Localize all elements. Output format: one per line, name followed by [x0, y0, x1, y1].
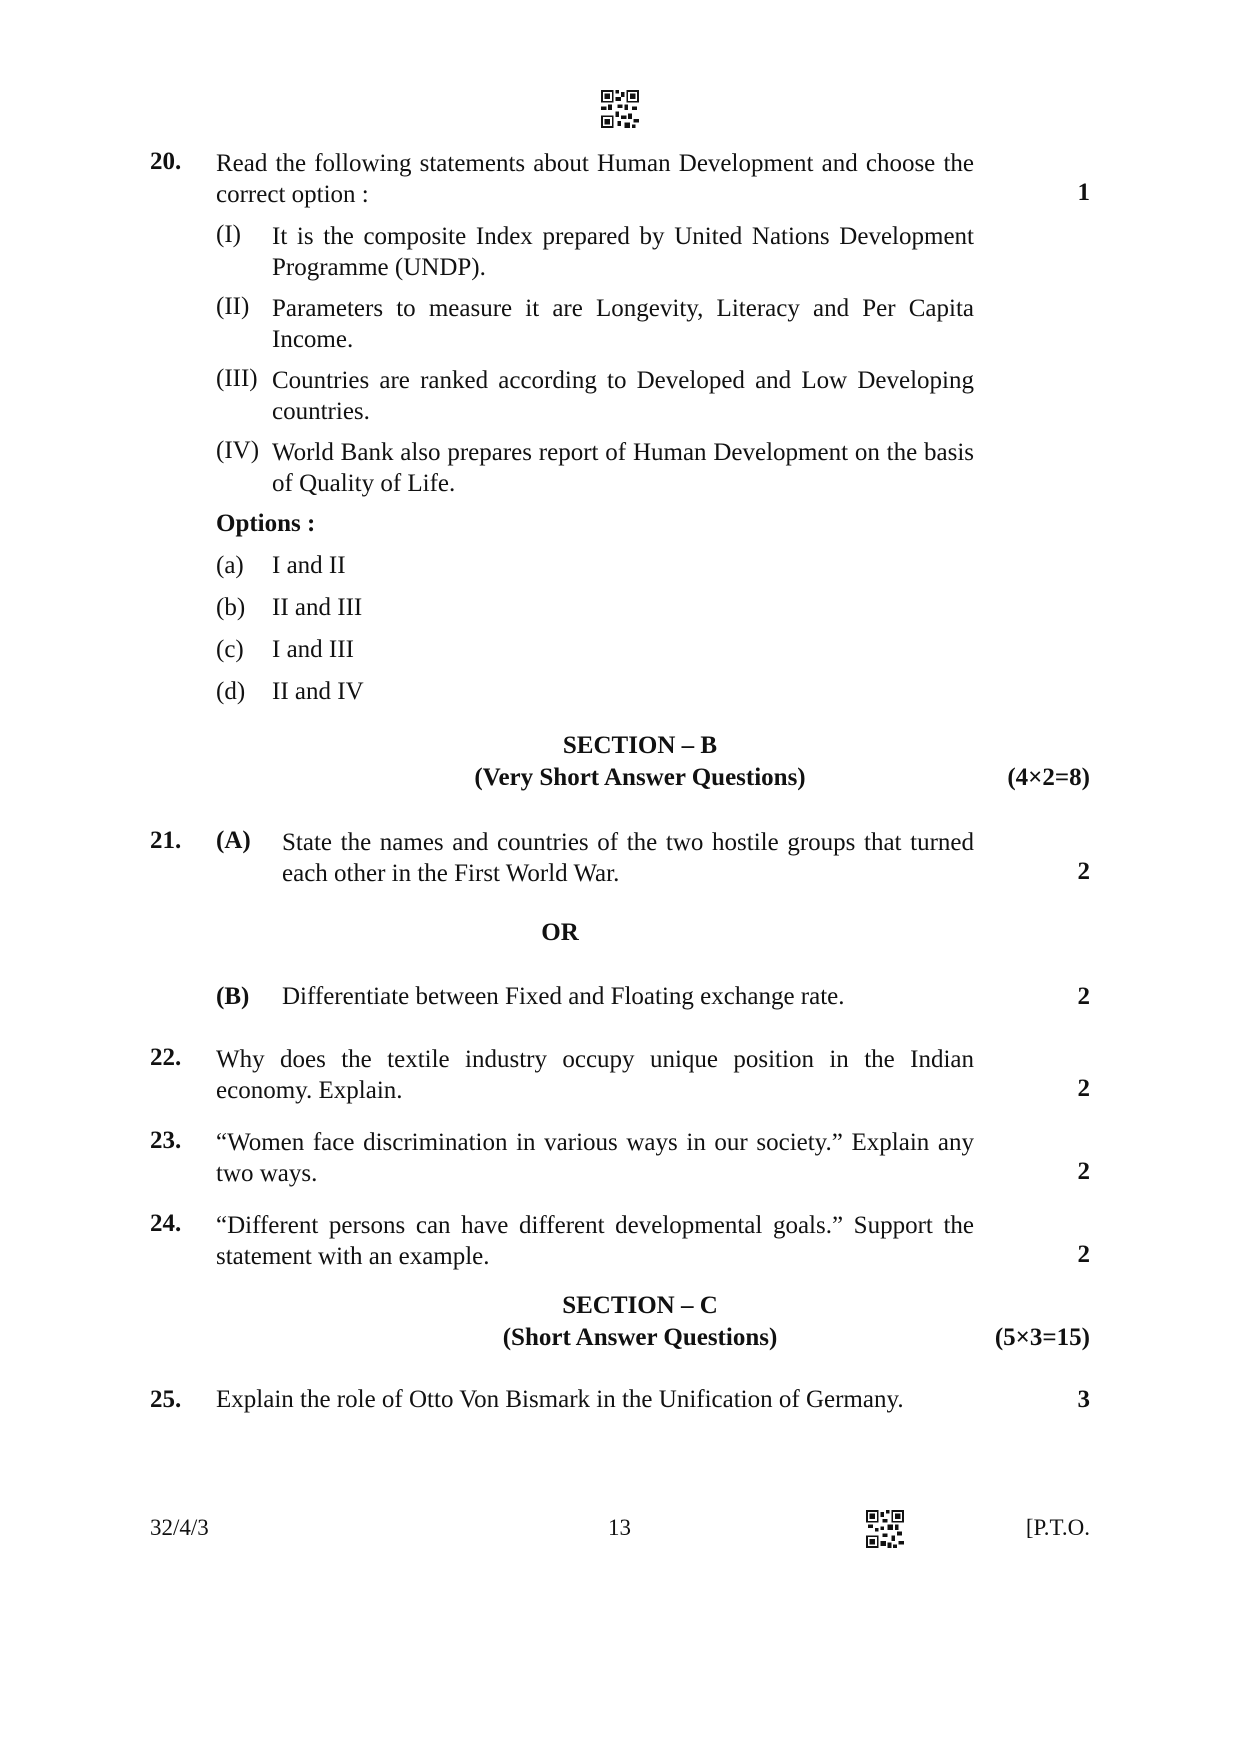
statement-text: Countries are ranked according to Developed and Low Developing countries.: [272, 367, 974, 425]
pto-label: [P.T.O.: [1025, 1515, 1090, 1540]
question-marks: 2: [1077, 858, 1090, 885]
page-number: 13: [608, 1515, 631, 1540]
question-marks: 1: [1077, 179, 1090, 206]
section-title: SECTION – C: [562, 1292, 718, 1319]
option-text: I and III: [272, 636, 354, 663]
statement-label: (II): [216, 293, 250, 320]
options-heading: Options :: [216, 510, 316, 537]
question-marks: 2: [1077, 1241, 1090, 1268]
qr-code-icon: [601, 90, 639, 128]
section-marks: (4×2=8): [1007, 764, 1090, 791]
statement-label: (IV): [216, 437, 260, 464]
question-text: “Women face discrimination in various ways in our society.” Explain any two ways.: [216, 1129, 974, 1187]
question-number: 20.: [150, 148, 182, 175]
option-label: (d): [216, 678, 246, 705]
question-number: 23.: [150, 1127, 182, 1154]
question-marks: 2: [1077, 1075, 1090, 1102]
question-text: Explain the role of Otto Von Bismark in the Unification of Germany.: [216, 1386, 904, 1413]
question-number: 21.: [150, 827, 182, 854]
statement-text: It is the composite Index prepared by United Nations Development Programme (UNDP).: [272, 223, 974, 281]
option-text: I and II: [272, 552, 346, 579]
option-label: (c): [216, 636, 244, 663]
statement-label: (I): [216, 221, 241, 248]
option-label: (a): [216, 552, 244, 579]
or-divider: OR: [541, 919, 579, 946]
question-number: 24.: [150, 1210, 182, 1237]
question-text: Differentiate between Fixed and Floating exchange rate.: [282, 983, 845, 1010]
option-text: II and IV: [272, 678, 364, 705]
question-text: Read the following statements about Human Development and choose the correct option :: [216, 150, 974, 208]
choice-label: (B): [216, 983, 250, 1010]
question-text: State the names and countries of the two hostile groups that turned each other in the First World War.: [282, 829, 974, 887]
option-text: II and III: [272, 594, 363, 621]
section-marks: (5×3=15): [994, 1324, 1090, 1351]
choice-label: (A): [216, 827, 251, 854]
paper-code: 32/4/3: [150, 1515, 209, 1540]
option-label: (b): [216, 594, 246, 621]
section-title: SECTION – B: [562, 732, 718, 759]
statement-text: World Bank also prepares report of Human Development on the basis of Quality of Life.: [272, 439, 974, 497]
question-number: 25.: [150, 1386, 182, 1413]
section-subtitle: (Short Answer Questions): [502, 1324, 778, 1351]
statement-text: Parameters to measure it are Longevity, Literacy and Per Capita Income.: [272, 295, 974, 353]
question-number: 22.: [150, 1044, 182, 1071]
question-marks: 2: [1077, 983, 1090, 1010]
section-subtitle: (Very Short Answer Questions): [474, 764, 806, 791]
question-text: “Different persons can have different developmental goals.” Support the statement with an example.: [216, 1212, 974, 1270]
question-marks: 3: [1077, 1386, 1090, 1413]
question-marks: 2: [1077, 1158, 1090, 1185]
qr-code-icon: [866, 1510, 904, 1548]
statement-label: (III): [216, 365, 258, 392]
question-text: Why does the textile industry occupy unique position in the Indian economy. Explain.: [216, 1046, 974, 1104]
